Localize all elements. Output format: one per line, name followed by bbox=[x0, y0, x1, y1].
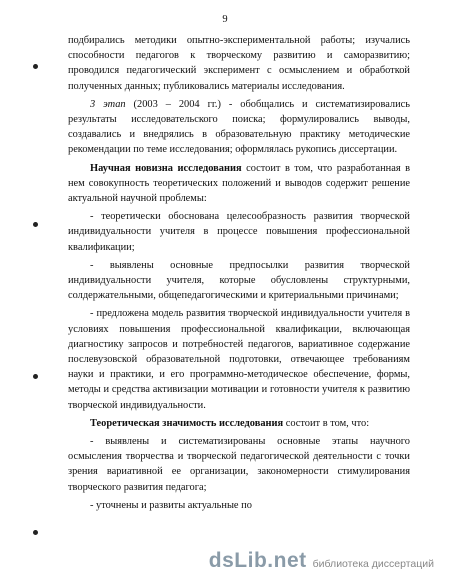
punch-hole-mark bbox=[33, 222, 38, 227]
site-watermark[interactable] bbox=[203, 545, 442, 576]
list-item: - теоретически обоснована целесообразность развития творческой индивидуальности учителя в процессе повышения профессиональной квалификации; bbox=[68, 211, 410, 253]
punch-hole-mark bbox=[33, 374, 38, 379]
list-item: - выявлены основные предпосылки развития творческой индивидуальности учителя, которые обусловлены структурными, солдержательными, общепедагогическими и критериальными причинами; bbox=[68, 259, 410, 302]
list-item: - выявлены и систематизированы основные этапы научного осмысления творчества и творческой педагогической деятельности с точки зрения вариативной ее организации, закономерности стимулирования творческого развития педагога; bbox=[68, 436, 410, 493]
list-item: - уточнены и развиты актуальные по bbox=[90, 499, 252, 511]
punch-hole-mark bbox=[33, 530, 38, 535]
list-item: - предложена модель развития творческой индивидуальности учителя в условиях повышения профессиональной квалификации, включающая диагностику запросов и потребностей педагогов, вариативное содержание послевузовской образовательной подготовки, отвечающее требованиям науки и практики, и его программно-методическое обеспечение, формы, методы и средства активизации мотивации и готовности учителя к развитию творческой индивидуальности. bbox=[68, 308, 410, 411]
document-body bbox=[68, 33, 410, 516]
stage-label: 3 этап bbox=[90, 98, 126, 110]
section-heading: Теоретическая значимость исследования bbox=[90, 417, 284, 429]
paragraph-text: (2003 – 2004 гг.) - обобщались и систематизировались результаты исследовательского поиска; формулировались выводы, создавались и внедрялись в образовательную практику методические рекомендации по теме исследования; оформлялась рукопись диссертации. bbox=[68, 98, 411, 156]
paragraph-text: состоит в том, что: bbox=[283, 417, 370, 429]
watermark-subtitle: библиотека диссертаций bbox=[312, 558, 434, 570]
page-number: 9 bbox=[222, 14, 228, 25]
paragraph-stage2-continuation bbox=[68, 33, 410, 94]
punch-hole-mark bbox=[33, 64, 38, 69]
paragraph-scientific-novelty bbox=[68, 161, 410, 207]
paragraph-text: состоит в том, что разработанная в нем совокупность теоретических положений и выводов содержит решение актуальной научной проблемы: bbox=[68, 162, 411, 205]
paragraph-stage3 bbox=[68, 97, 410, 158]
watermark-logo: dsLib.net bbox=[208, 549, 307, 572]
paragraph-theoretical-significance bbox=[68, 416, 410, 431]
paragraph-text: подбирались методики опытно-экспериментальной работы; изучались способности педагогов к творческому развитию и саморазвитию; проводился педагогический эксперимент с осмыслением и обработкой полученных данных; публиковались материалы исследования. bbox=[68, 35, 410, 92]
section-heading: Научная новизна исследования bbox=[90, 162, 242, 174]
